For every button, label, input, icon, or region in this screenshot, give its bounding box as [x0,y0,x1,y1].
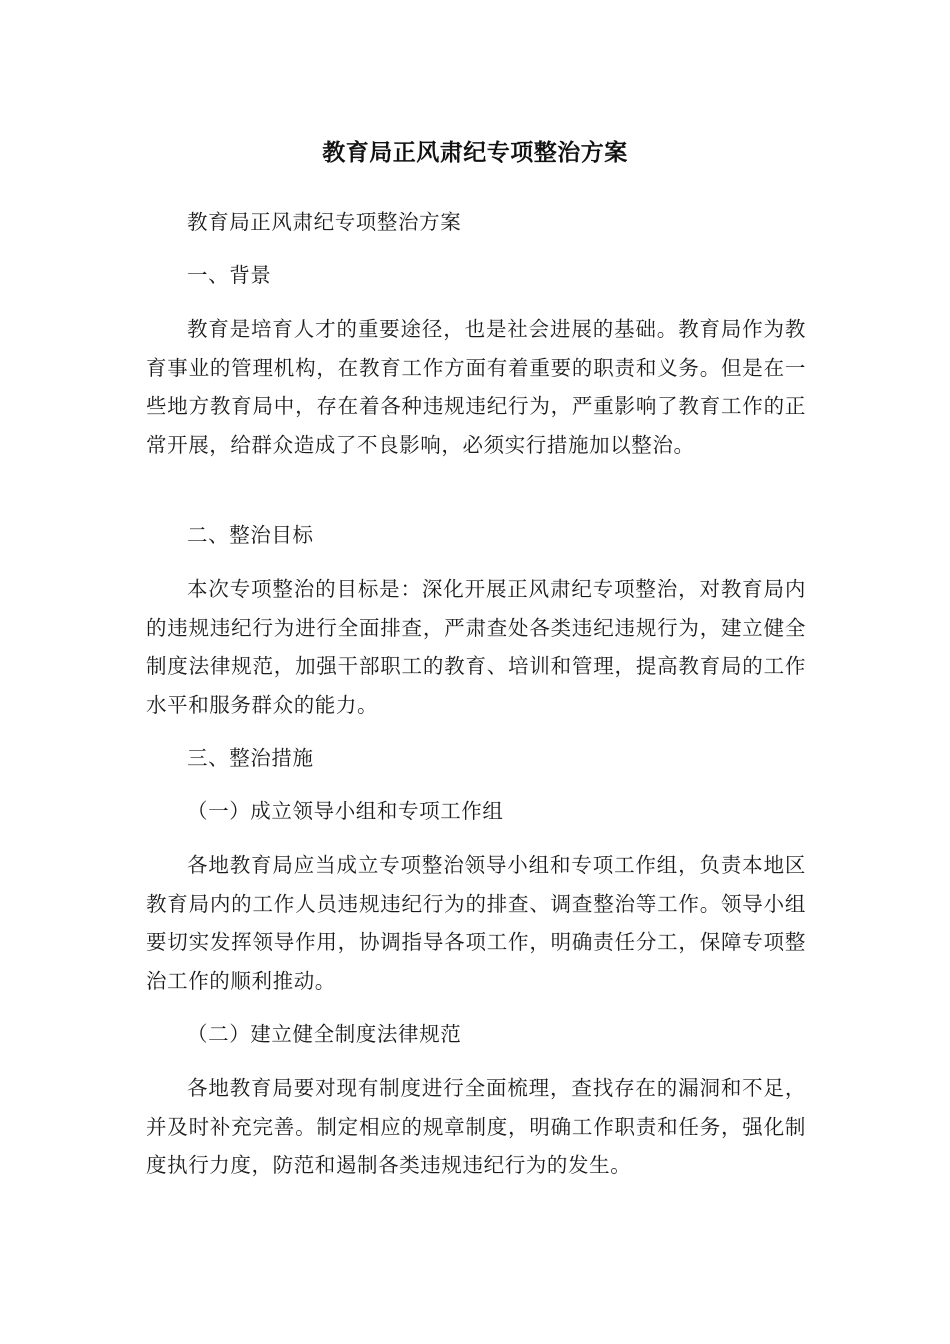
section-heading: 三、整治措施 [187,746,314,770]
subsection-1 [146,792,806,831]
subsection-2 [146,1015,806,1054]
subsection-heading: （二）建立健全制度法律规范 [187,1022,462,1046]
subsection-paragraph: 各地教育局要对现有制度进行全面梳理，查找存在的漏洞和不足，并及时补充完善。制定相应的规章制度，明确工作职责和任务，强化制度执行力度，防范和遏制各类违规违纪行为的发生。 [146,1076,806,1177]
section-paragraph: 教育是培育人才的重要途径，也是社会进展的基础。教育局作为教育事业的管理机构，在教育工作方面有着重要的职责和义务。但是在一些地方教育局中，存在着各种违规违纪行为，严重影响了教育工作的正常开展，给群众造成了不良影响，必须实行措施加以整治。 [146,317,806,457]
section-heading: 二、整治目标 [187,523,314,547]
section-paragraph: 本次专项整治的目标是：深化开展正风肃纪专项整治，对教育局内的违规违纪行为进行全面排查，严肃查处各类违纪违规行为，建立健全制度法律规范，加强干部职工的教育、培训和管理，提高教育局的工作水平和服务群众的能力。 [146,577,806,717]
section-1 [146,256,806,295]
section-2-body [146,570,806,724]
section-3 [146,739,806,778]
subsection-1-body [146,846,806,1000]
subtitle-line [146,203,806,242]
section-heading: 一、背景 [187,263,272,287]
subsection-2-body [146,1069,806,1185]
section-2 [146,516,806,555]
document-title: 教育局正风肃纪专项整治方案 [322,140,628,166]
subsection-heading: （一）成立领导小组和专项工作组 [187,799,504,823]
section-1-body [146,310,806,464]
subsection-paragraph: 各地教育局应当成立专项整治领导小组和专项工作组，负责本地区教育局内的工作人员违规违纪行为的排查、调查整治等工作。领导小组要切实发挥领导作用，协调指导各项工作，明确责任分工，保障专项整治工作的顺利推动。 [146,853,806,993]
document-subtitle: 教育局正风肃纪专项整治方案 [187,210,462,234]
